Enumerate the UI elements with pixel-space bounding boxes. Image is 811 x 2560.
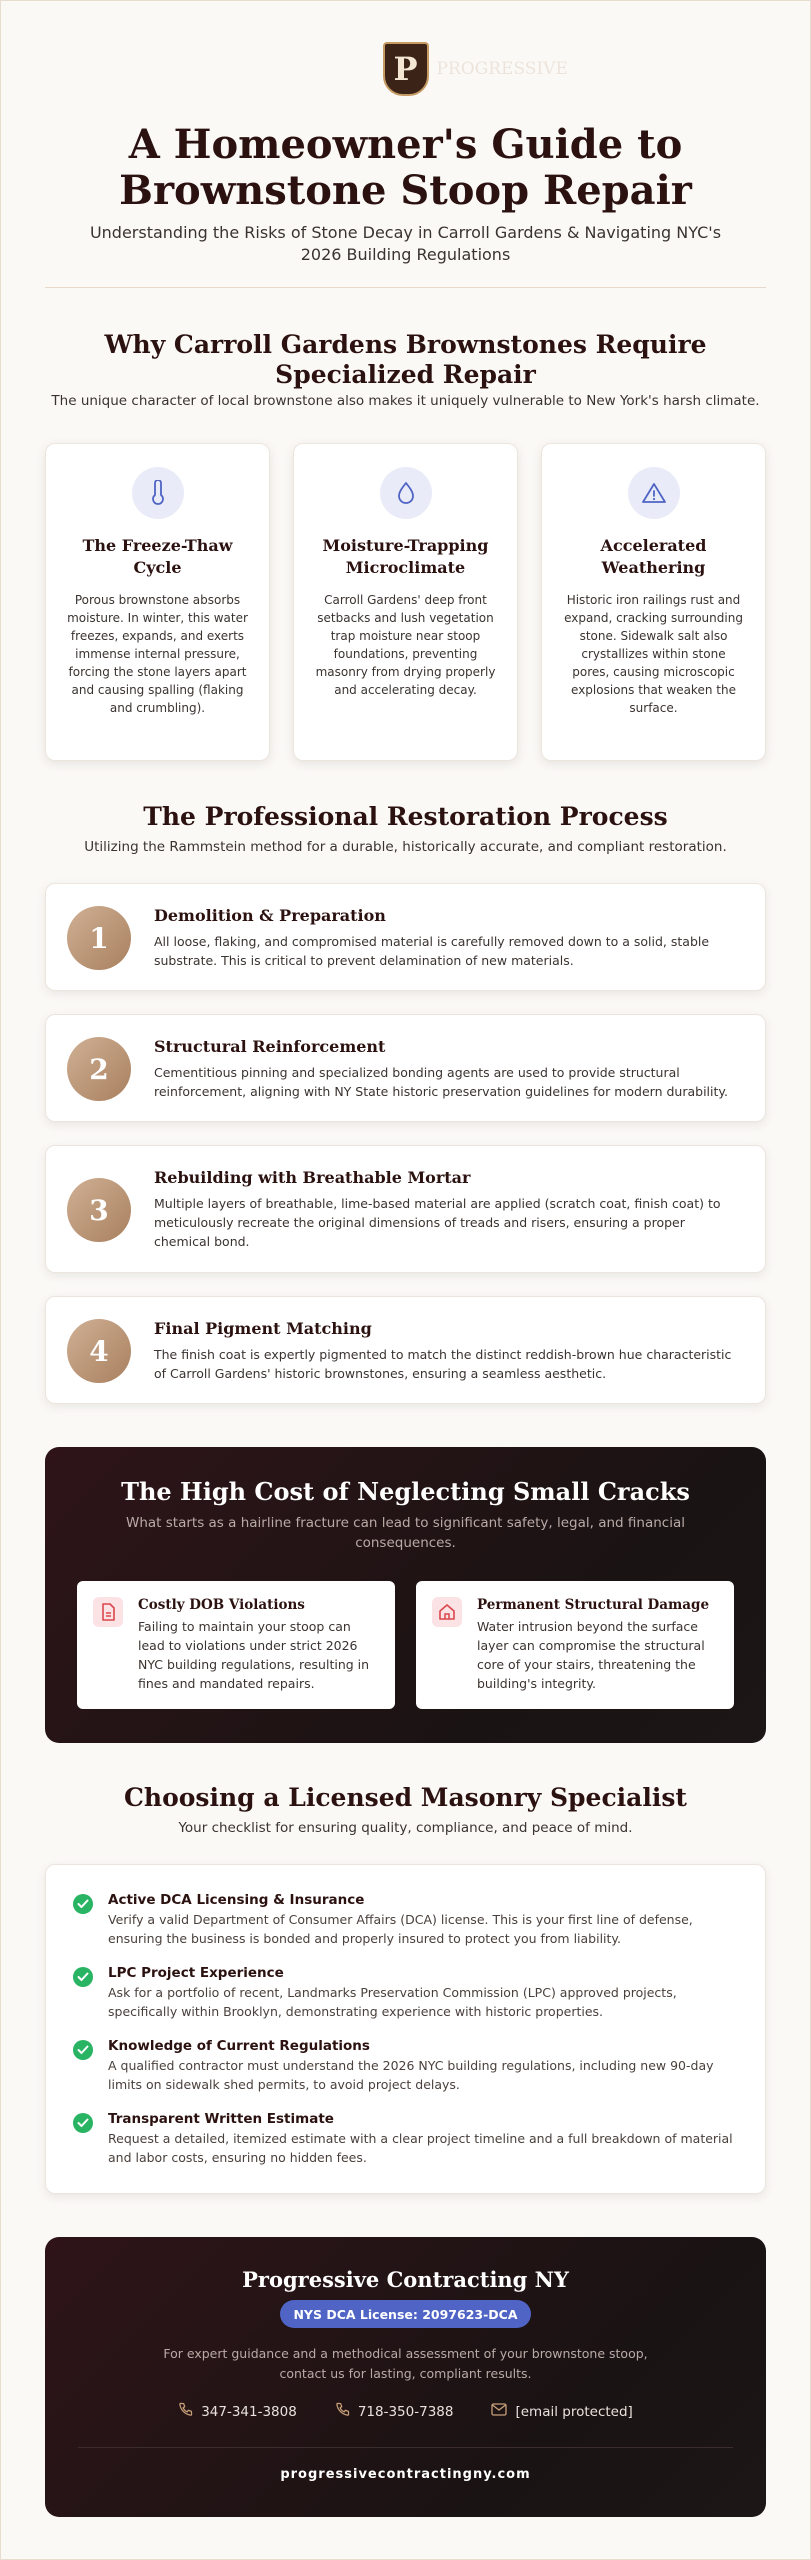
step-number: 1 — [67, 906, 131, 970]
checklist-item-title: Transparent Written Estimate — [108, 2111, 334, 2127]
card-title: Moisture-Trapping Microclimate — [322, 536, 489, 577]
step-text: The finish coat is expertly pigmented to match the distinct reddish-brown hue characteristic of Carroll Gardens' historic brownstones, ensuring a seamless aesthetic. — [154, 1347, 732, 1381]
step-title: Rebuilding with Breathable Mortar — [154, 1168, 471, 1187]
why-card-freeze-thaw — [45, 443, 270, 761]
why-card-microclimate — [293, 443, 518, 761]
process-step-4 — [45, 1296, 766, 1404]
checkmark-icon — [73, 1894, 93, 1914]
cost-card-title: Permanent Structural Damage — [477, 1597, 710, 1613]
cost-card-text: Failing to maintain your stoop can lead to violations under strict 2026 NYC building regulations, resulting in fines and mandated repairs. — [138, 1619, 370, 1691]
card-text: Carroll Gardens' deep front setbacks and lush vegetation trap moisture near stoop foundations, preventing masonry from drying properly and accelerating decay. — [315, 593, 496, 697]
title-line-1: A Homeowner's Guide to — [128, 121, 683, 168]
cost-card-dob-violations — [77, 1581, 395, 1709]
step-title: Final Pigment Matching — [154, 1319, 372, 1338]
phone-number: 718-350-7388 — [357, 2403, 454, 2420]
cost-card-title: Costly DOB Violations — [138, 1597, 305, 1613]
process-step-1 — [45, 883, 766, 991]
logo — [0, 42, 811, 96]
step-number: 2 — [67, 1037, 131, 1101]
email-address: [email protected] — [515, 2403, 633, 2420]
cost-card-structural-damage — [416, 1581, 734, 1709]
process-step-2 — [45, 1014, 766, 1122]
checklist-item-text: Request a detailed, itemized estimate with a clear project timeline and a full breakdown of material and labor costs, ensuring no hidden fees. — [108, 2131, 733, 2165]
email-link[interactable] — [491, 2402, 632, 2421]
step-text: Multiple layers of breathable, lime-based material are applied (scratch coat, finish coat) to meticulously recreate the original dimensions of treads and risers, ensuring a proper chemical bond. — [154, 1196, 721, 1249]
company-name: Progressive Contracting NY — [242, 2267, 569, 2292]
specialist-section-subtitle: Your checklist for ensuring quality, compliance, and peace of mind. — [178, 1820, 633, 1836]
checklist-item-title: Active DCA Licensing & Insurance — [108, 1892, 365, 1908]
website-link[interactable]: progressivecontractingny.com — [280, 2467, 531, 2482]
checkmark-icon — [73, 2040, 93, 2060]
footer-description: For expert guidance and a methodical assessment of your brownstone stoop, contact us for lasting, compliant results. — [163, 2346, 648, 2381]
step-number: 4 — [67, 1319, 131, 1383]
process-section-subtitle: Utilizing the Rammstein method for a durable, historically accurate, and compliant restoration. — [84, 839, 727, 855]
home-icon — [432, 1597, 462, 1627]
card-text: Porous brownstone absorbs moisture. In winter, this water freezes, expands, and exerts immense internal pressure, forcing the stone layers apart and causing spalling (flaking and crumbling). — [67, 593, 248, 715]
step-text: Cementitious pinning and specialized bonding agents are used to provide structural reinforcement, aligning with NY State historic preservation guidelines for modern durability. — [154, 1065, 728, 1099]
checklist-item-text: Verify a valid Department of Consumer Affairs (DCA) license. This is your first line of defense, ensuring the business is bonded and properly insured to protect you from liability. — [108, 1912, 693, 1946]
page-subtitle: Understanding the Risks of Stone Decay in Carroll Gardens & Navigating NYC's 2026 Building Regulations — [89, 223, 722, 264]
phone-number: 347-341-3808 — [201, 2403, 297, 2420]
specialist-section-title: Choosing a Licensed Masonry Specialist — [124, 1783, 687, 1812]
phone-link-2[interactable] — [335, 2402, 454, 2421]
mail-icon — [491, 2403, 507, 2420]
contact-list — [45, 2402, 766, 2421]
document-icon — [93, 1597, 123, 1627]
process-section-title: The Professional Restoration Process — [143, 802, 668, 831]
card-title: The Freeze-Thaw Cycle — [82, 536, 233, 577]
specialist-checklist — [45, 1864, 766, 2194]
cost-section-title: The High Cost of Neglecting Small Cracks — [121, 1477, 690, 1506]
step-title: Demolition & Preparation — [154, 906, 386, 925]
thermometer-icon — [132, 467, 184, 519]
logo-wordmark: PROGRESSIVE — [436, 59, 568, 79]
checklist-item-title: LPC Project Experience — [108, 1965, 284, 1981]
card-title: Accelerated Weathering — [600, 536, 707, 577]
phone-icon — [178, 2402, 193, 2421]
checkmark-icon — [73, 1967, 93, 1987]
header-divider — [45, 287, 766, 288]
warning-icon — [628, 467, 680, 519]
step-title: Structural Reinforcement — [154, 1037, 386, 1056]
why-section-title: Why Carroll Gardens Brownstones Require Specialized Repair — [104, 330, 707, 389]
why-card-weathering — [541, 443, 766, 761]
cost-section-subtitle: What starts as a hairline fracture can lead to significant safety, legal, and financial consequences. — [126, 1515, 685, 1551]
cost-card-text: Water intrusion beyond the surface layer can compromise the structural core of your stairs, threatening the building's integrity. — [477, 1619, 705, 1691]
droplet-icon — [380, 467, 432, 519]
checklist-item-title: Knowledge of Current Regulations — [108, 2038, 370, 2054]
process-step-3 — [45, 1145, 766, 1273]
checkmark-icon — [73, 2113, 93, 2133]
step-number: 3 — [67, 1178, 131, 1242]
why-section-subtitle: The unique character of local brownstone also makes it uniquely vulnerable to New York's harsh climate. — [51, 393, 760, 409]
logo-emblem: P — [383, 42, 429, 96]
contact-footer — [45, 2237, 766, 2517]
footer-divider — [78, 2447, 733, 2448]
step-text: All loose, flaking, and compromised material is carefully removed down to a solid, stable substrate. This is critical to prevent delamination of new materials. — [154, 934, 710, 968]
license-badge: NYS DCA License: 2097623-DCA — [280, 2300, 531, 2328]
phone-icon — [335, 2402, 350, 2421]
checklist-item-text: A qualified contractor must understand the 2026 NYC building regulations, including new 90-day limits on sidewalk shed permits, to avoid project delays. — [108, 2058, 714, 2092]
title-line-2: Brownstone Stoop Repair — [119, 167, 692, 214]
checklist-item-text: Ask for a portfolio of recent, Landmarks Preservation Commission (LPC) approved projects, specifically within Brooklyn, demonstrating experience with historic properties. — [108, 1985, 677, 2019]
phone-link-1[interactable] — [178, 2402, 297, 2421]
card-text: Historic iron railings rust and expand, cracking surrounding stone. Sidewalk salt also crystallizes within stone pores, causing microscopic explosions that weaken the surface. — [564, 593, 743, 715]
cost-section — [45, 1447, 766, 1743]
page-title — [0, 122, 811, 214]
